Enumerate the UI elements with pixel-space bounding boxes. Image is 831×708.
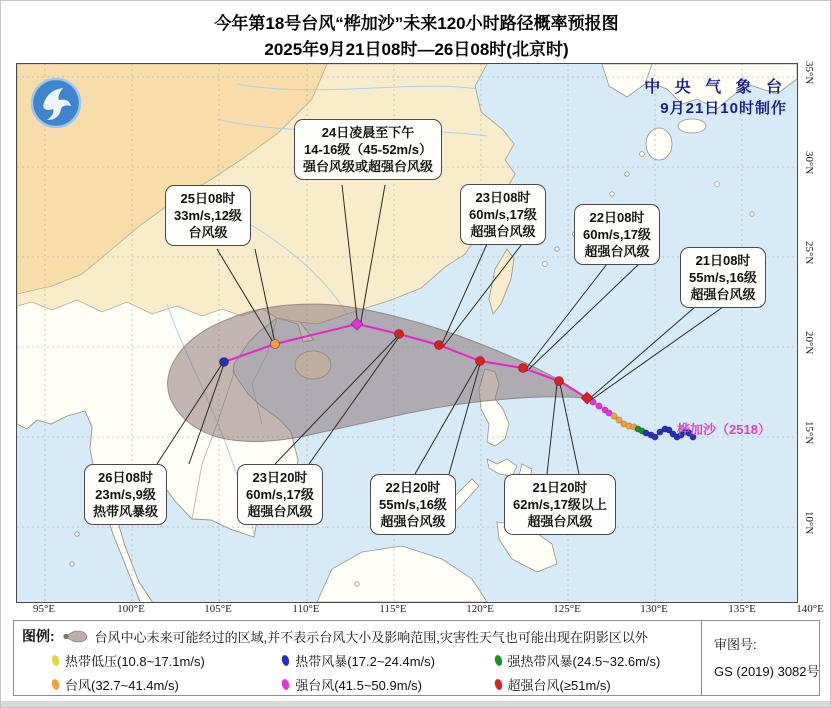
legend-item-label: 超强台风(≥51m/s)	[507, 678, 611, 693]
review-label: 审图号:	[714, 637, 757, 652]
callout-line: 23日20时	[252, 470, 308, 485]
ts-marker-icon	[281, 654, 290, 666]
callout-line: 21日20时	[532, 480, 588, 495]
callout-line: 超强台风级	[584, 244, 650, 260]
callout-line: 24日凌晨至下午	[321, 125, 415, 140]
callout-line: 超强台风级	[470, 224, 536, 240]
callout-line: 22日20时	[385, 480, 441, 495]
callout-line: 25日08时	[180, 191, 236, 206]
page-title: 今年第18号台风“桦加沙”未来120小时路径概率预报图	[214, 14, 619, 33]
callout-line: 33m/s,12级	[174, 208, 242, 224]
lon-tick-label: 95°E	[32, 603, 56, 615]
callout-line: 超强台风级	[690, 287, 756, 303]
review-number: GS (2019) 3082号	[714, 664, 820, 679]
kyushu	[646, 128, 672, 160]
ty-marker-icon	[51, 678, 60, 690]
lon-tick-label: 130°E	[640, 603, 668, 615]
agency-name: 中 央 气 象 台	[644, 79, 787, 96]
legend-item-label: 强热带风暴(24.5~32.6m/s)	[507, 654, 661, 669]
sts-marker-icon	[493, 654, 502, 666]
typhoon-track-map	[16, 63, 798, 603]
issuing-agency-block	[644, 74, 787, 118]
callout-line: 14-16级（45-52m/s）	[304, 142, 432, 158]
lat-tick-label: 10°N	[803, 511, 815, 535]
legend-item-label: 台风(32.7~41.4m/s)	[65, 678, 179, 693]
superty-marker-icon	[493, 678, 502, 690]
callout-25d08h	[165, 185, 251, 246]
legend-item-label: 热带风暴(17.2~24.4m/s)	[295, 654, 435, 669]
legend-item	[52, 651, 282, 670]
td-marker-icon	[51, 654, 60, 666]
storm-name-label: 桦加沙（2518）	[677, 422, 771, 437]
legend-main	[14, 621, 701, 695]
sty-marker-icon	[281, 678, 290, 690]
callout-line: 23m/s,9级	[95, 487, 156, 503]
callout-21d20h	[504, 474, 616, 535]
lat-tick-label: 25°N	[803, 241, 815, 265]
page-subtitle: 2025年9月21日08时—26日08时(北京时)	[264, 40, 569, 59]
callout-line: 62m/s,17级以上	[513, 497, 607, 513]
callout-26d08h	[84, 464, 167, 525]
legend	[13, 620, 820, 696]
callout-line: 超强台风级	[380, 514, 446, 530]
callout-line: 22日08时	[589, 210, 645, 225]
lon-tick-label: 105°E	[204, 603, 232, 615]
map-review-number	[701, 621, 820, 695]
legend-item	[495, 651, 693, 670]
callout-23d20h	[237, 464, 323, 525]
callout-line: 超强台风级	[527, 514, 593, 530]
callout-22d08h	[574, 204, 660, 265]
lon-tick-label: 115°E	[379, 603, 407, 615]
callout-24h-range	[294, 119, 442, 180]
lon-tick-label: 120°E	[466, 603, 494, 615]
callout-line: 26日08时	[98, 470, 153, 485]
callout-line: 60m/s,17级	[583, 227, 651, 243]
callout-line: 55m/s,16级	[689, 270, 757, 286]
legend-item-label: 热带低压(10.8~17.1m/s)	[65, 654, 205, 669]
lat-tick-label: 35°N	[803, 61, 815, 85]
legend-item	[282, 675, 494, 694]
callout-line: 60m/s,17级	[469, 207, 537, 223]
callout-line: 21日08时	[695, 253, 751, 268]
lon-tick-label: 135°E	[728, 603, 756, 615]
legend-item	[495, 675, 693, 694]
lat-tick-label: 30°N	[803, 151, 815, 175]
callout-line: 热带风暴级	[93, 504, 159, 520]
legend-item-label: 强台风(41.5~50.9m/s)	[295, 678, 422, 693]
cone-note: 台风中心未来可能经过的区域,并不表示台风大小及影响范围,灾害性天气也可能出现在阴影区以外	[94, 629, 648, 645]
bottom-strip	[1, 701, 831, 708]
callout-line: 55m/s,16级	[379, 497, 447, 513]
legend-item	[282, 651, 494, 670]
legend-item	[52, 675, 282, 694]
callout-21d08h	[680, 247, 766, 308]
callout-line: 60m/s,17级	[246, 487, 314, 503]
callout-23d08h	[460, 184, 546, 245]
callout-line: 超强台风级	[247, 504, 313, 520]
lon-tick-label: 140°E	[796, 603, 824, 615]
lon-tick-label: 110°E	[292, 603, 320, 615]
callout-line: 强台风级或超强台风级	[303, 159, 434, 175]
callout-line: 台风级	[188, 225, 228, 241]
cone-icon	[61, 629, 89, 644]
cma-logo-icon	[29, 76, 83, 130]
legend-title: 图例:	[22, 628, 55, 644]
callout-22d20h	[370, 474, 456, 535]
lat-tick-label: 15°N	[803, 421, 815, 445]
lon-tick-label: 100°E	[117, 603, 145, 615]
lon-tick-label: 125°E	[553, 603, 581, 615]
lat-tick-label: 20°N	[803, 331, 815, 355]
issue-time: 9月21日10时制作	[660, 100, 787, 117]
callout-line: 23日08时	[475, 190, 531, 205]
